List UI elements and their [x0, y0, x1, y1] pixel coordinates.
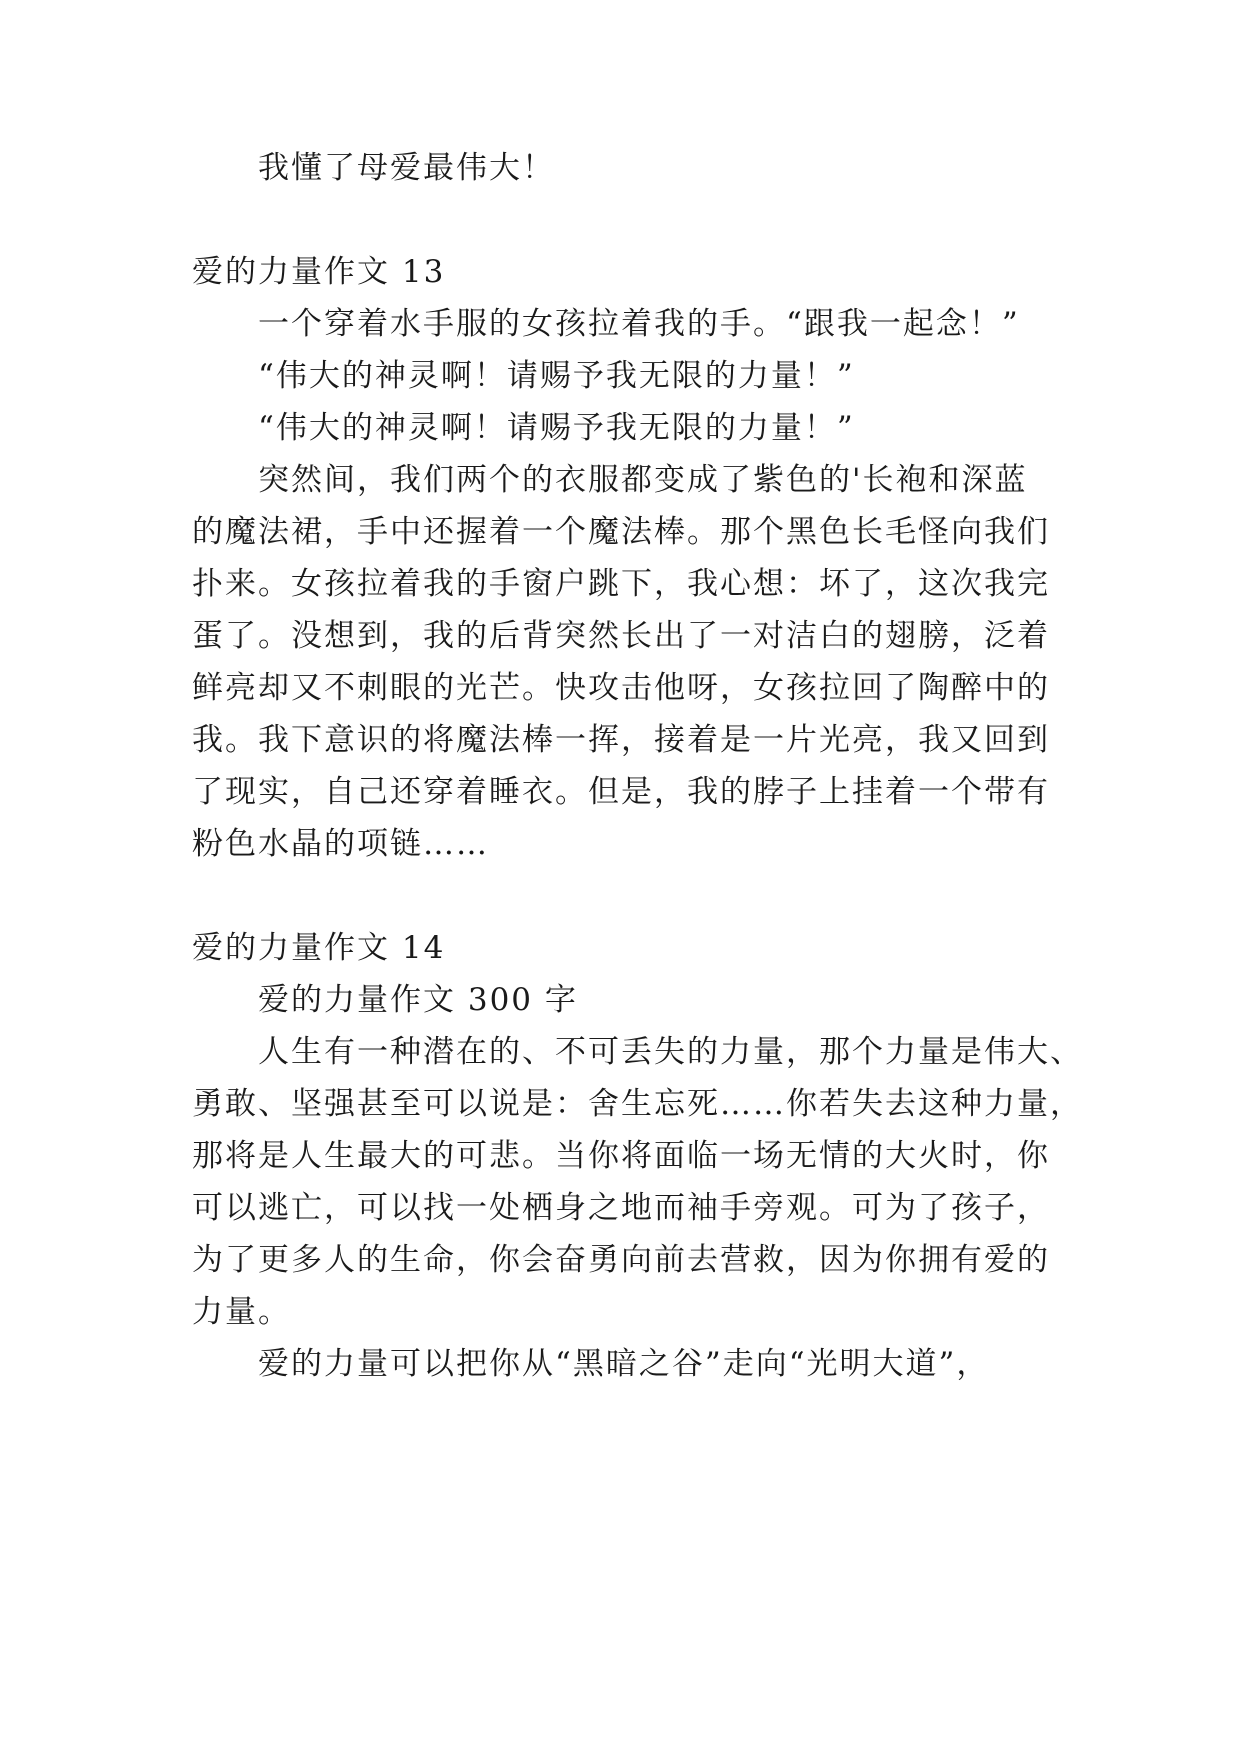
paragraph-line: 力量。 — [192, 1294, 291, 1330]
paragraph-line: 我懂了母爱最伟大！ — [258, 150, 555, 186]
paragraph-line: 为了更多人的生命，你会奋勇向前去营救，因为你拥有爱的 — [192, 1242, 1050, 1278]
paragraph-line: 勇敢、坚强甚至可以说是：舍生忘死……你若失去这种力量， — [192, 1086, 1083, 1122]
paragraph-line: 可以逃亡，可以找一处栖身之地而袖手旁观。可为了孩子， — [192, 1190, 1050, 1226]
section-heading: 爱的力量作文 13 — [192, 254, 446, 290]
paragraph-line: 爱的力量作文 300 字 — [258, 982, 578, 1018]
paragraph-line: 了现实，自己还穿着睡衣。但是，我的脖子上挂着一个带有 — [192, 774, 1050, 810]
paragraph-line: 人生有一种潜在的、不可丢失的力量，那个力量是伟大、 — [258, 1034, 1083, 1070]
section-heading: 爱的力量作文 14 — [192, 930, 446, 966]
paragraph-line: 我。我下意识的将魔法棒一挥，接着是一片光亮，我又回到 — [192, 722, 1050, 758]
paragraph-line: “伟大的神灵啊！请赐予我无限的力量！” — [258, 410, 855, 446]
paragraph-line: 那将是人生最大的可悲。当你将面临一场无情的大火时，你 — [192, 1138, 1050, 1174]
paragraph-line: 粉色水晶的项链…… — [192, 826, 489, 862]
paragraph-line: “伟大的神灵啊！请赐予我无限的力量！” — [258, 358, 855, 394]
paragraph-line: 鲜亮却又不刺眼的光芒。快攻击他呀，女孩拉回了陶醉中的 — [192, 670, 1050, 706]
paragraph-line: 的魔法裙，手中还握着一个魔法棒。那个黑色长毛怪向我们 — [192, 514, 1050, 550]
paragraph-line: 突然间，我们两个的衣服都变成了紫色的'长袍和深蓝 — [258, 462, 1028, 498]
paragraph-line: 一个穿着水手服的女孩拉着我的手。“跟我一起念！” — [258, 306, 1020, 342]
paragraph-line: 爱的力量可以把你从“黑暗之谷”走向“光明大道”， — [258, 1346, 990, 1382]
paragraph-line: 蛋了。没想到，我的后背突然长出了一对洁白的翅膀，泛着 — [192, 618, 1050, 654]
paragraph-line: 扑来。女孩拉着我的手窗户跳下，我心想：坏了，这次我完 — [192, 566, 1050, 602]
